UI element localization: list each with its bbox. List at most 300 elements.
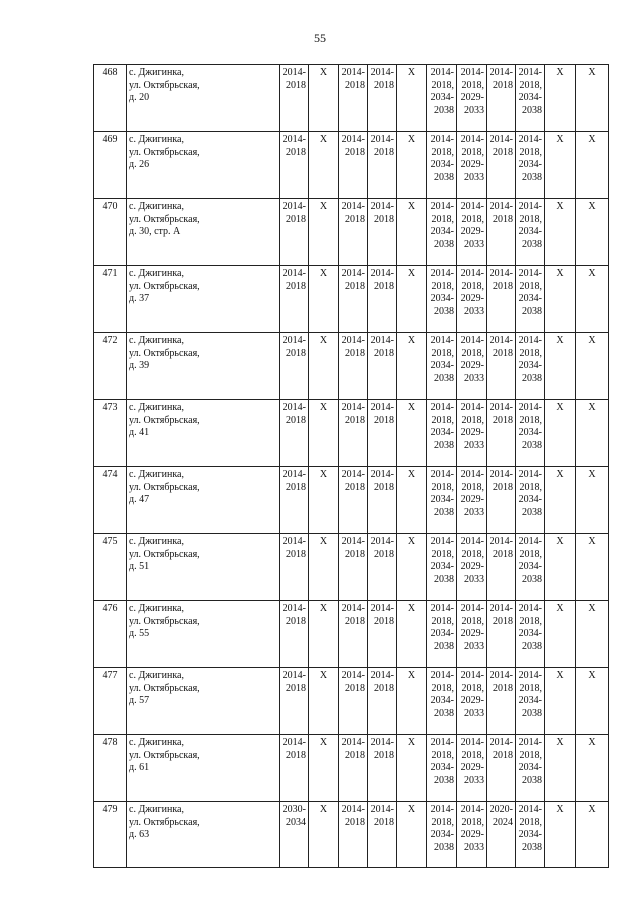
- not-applicable-cell-text: X: [407, 670, 416, 681]
- period-cell: [280, 802, 309, 868]
- not-applicable-cell: [576, 467, 609, 534]
- period-cell-text: 2014- 2018, 2034- 2038: [430, 335, 454, 384]
- address-cell: [127, 534, 280, 601]
- not-applicable-cell: [397, 333, 427, 400]
- address-cell: [127, 400, 280, 467]
- not-applicable-cell: [309, 802, 339, 868]
- not-applicable-cell-text: X: [556, 536, 564, 547]
- period-cell-text: 2014- 2018: [370, 67, 394, 91]
- not-applicable-cell-text: X: [556, 804, 564, 815]
- not-applicable-cell-text: X: [407, 134, 416, 145]
- period-cell-text: 2014- 2018, 2034- 2038: [430, 603, 454, 652]
- period-cell: [427, 400, 457, 467]
- page-number: 55: [314, 31, 326, 45]
- row-number-text: 469: [102, 134, 118, 145]
- not-applicable-cell: [576, 266, 609, 333]
- period-cell-text: 2014- 2018, 2029- 2033: [460, 469, 484, 518]
- not-applicable-cell-text: X: [556, 134, 564, 145]
- period-cell: [516, 65, 545, 132]
- not-applicable-cell-text: X: [556, 603, 564, 614]
- table-row: [94, 467, 609, 534]
- not-applicable-cell-text: X: [588, 670, 596, 681]
- period-cell: [457, 65, 487, 132]
- period-cell-text: 2014- 2018, 2029- 2033: [460, 402, 484, 451]
- not-applicable-cell-text: X: [407, 335, 416, 346]
- table-row: [94, 65, 609, 132]
- not-applicable-cell-text: X: [407, 67, 416, 78]
- row-number: [94, 802, 127, 868]
- period-cell-text: 2014- 2018: [370, 804, 394, 828]
- row-number-text: 468: [102, 67, 118, 78]
- not-applicable-cell-text: X: [588, 603, 596, 614]
- period-cell-text: 2014- 2018, 2034- 2038: [518, 201, 542, 250]
- period-cell: [457, 199, 487, 266]
- period-cell: [280, 601, 309, 668]
- not-applicable-cell-text: X: [319, 536, 328, 547]
- not-applicable-cell: [545, 802, 576, 868]
- period-cell: [487, 534, 516, 601]
- period-cell: [516, 668, 545, 735]
- not-applicable-cell: [545, 534, 576, 601]
- period-cell-text: 2014- 2018: [370, 268, 394, 292]
- period-cell: [368, 199, 397, 266]
- not-applicable-cell-text: X: [319, 737, 328, 748]
- period-cell: [339, 668, 368, 735]
- period-cell-text: 2014- 2018, 2034- 2038: [518, 268, 542, 317]
- not-applicable-cell: [397, 266, 427, 333]
- period-cell: [280, 266, 309, 333]
- not-applicable-cell-text: X: [319, 134, 328, 145]
- not-applicable-cell: [397, 400, 427, 467]
- address-cell-text: с. Джигинка, ул. Октябрьская, д. 55: [129, 603, 200, 639]
- not-applicable-cell-text: X: [319, 201, 328, 212]
- address-cell-text: с. Джигинка, ул. Октябрьская, д. 51: [129, 536, 200, 572]
- row-number-text: 479: [102, 804, 118, 815]
- period-cell: [339, 266, 368, 333]
- period-cell: [487, 668, 516, 735]
- period-cell: [368, 668, 397, 735]
- not-applicable-cell-text: X: [407, 268, 416, 279]
- not-applicable-cell: [545, 735, 576, 802]
- period-cell-text: 2014- 2018, 2034- 2038: [430, 536, 454, 585]
- not-applicable-cell-text: X: [407, 603, 416, 614]
- address-cell: [127, 735, 280, 802]
- period-cell: [339, 199, 368, 266]
- not-applicable-cell-text: X: [588, 268, 596, 279]
- period-cell-text: 2014- 2018, 2034- 2038: [518, 670, 542, 719]
- not-applicable-cell: [576, 802, 609, 868]
- row-number-text: 472: [102, 335, 118, 346]
- period-cell-text: 2030- 2034: [282, 804, 306, 828]
- not-applicable-cell: [545, 65, 576, 132]
- period-cell-text: 2014- 2018: [341, 603, 365, 627]
- period-cell-text: 2014- 2018: [341, 402, 365, 426]
- period-cell-text: 2014- 2018: [370, 469, 394, 493]
- period-cell: [368, 65, 397, 132]
- not-applicable-cell: [545, 601, 576, 668]
- row-number: [94, 534, 127, 601]
- period-cell-text: 2014- 2018, 2034- 2038: [430, 402, 454, 451]
- table-row: [94, 534, 609, 601]
- period-cell: [457, 534, 487, 601]
- address-cell: [127, 65, 280, 132]
- period-cell: [427, 802, 457, 868]
- period-cell: [487, 601, 516, 668]
- not-applicable-cell-text: X: [556, 670, 564, 681]
- not-applicable-cell: [397, 132, 427, 199]
- not-applicable-cell: [309, 467, 339, 534]
- table-row: [94, 400, 609, 467]
- period-cell-text: 2014- 2018, 2029- 2033: [460, 603, 484, 652]
- period-cell-text: 2014- 2018: [341, 737, 365, 761]
- not-applicable-cell: [397, 199, 427, 266]
- period-cell-text: 2014- 2018: [282, 201, 306, 225]
- period-cell-text: 2020- 2024: [489, 804, 513, 828]
- period-cell: [487, 266, 516, 333]
- period-cell-text: 2014- 2018, 2034- 2038: [518, 402, 542, 451]
- row-number: [94, 735, 127, 802]
- period-cell-text: 2014- 2018, 2034- 2038: [518, 536, 542, 585]
- period-cell: [487, 132, 516, 199]
- not-applicable-cell: [576, 668, 609, 735]
- period-cell-text: 2014- 2018, 2034- 2038: [430, 670, 454, 719]
- not-applicable-cell: [545, 266, 576, 333]
- address-cell-text: с. Джигинка, ул. Октябрьская, д. 41: [129, 402, 200, 438]
- period-cell: [280, 668, 309, 735]
- not-applicable-cell-text: X: [319, 603, 328, 614]
- period-cell: [280, 132, 309, 199]
- period-cell-text: 2014- 2018: [489, 134, 513, 158]
- not-applicable-cell: [309, 400, 339, 467]
- not-applicable-cell: [545, 333, 576, 400]
- not-applicable-cell-text: X: [588, 335, 596, 346]
- period-cell-text: 2014- 2018, 2029- 2033: [460, 335, 484, 384]
- period-cell: [457, 668, 487, 735]
- period-cell-text: 2014- 2018: [370, 737, 394, 761]
- not-applicable-cell: [545, 668, 576, 735]
- not-applicable-cell-text: X: [407, 469, 416, 480]
- period-cell-text: 2014- 2018: [341, 804, 365, 828]
- period-cell: [457, 467, 487, 534]
- period-cell: [427, 199, 457, 266]
- period-cell-text: 2014- 2018: [341, 335, 365, 359]
- period-cell-text: 2014- 2018: [282, 536, 306, 560]
- row-number: [94, 601, 127, 668]
- period-cell-text: 2014- 2018, 2034- 2038: [430, 67, 454, 116]
- period-cell: [368, 802, 397, 868]
- not-applicable-cell: [309, 668, 339, 735]
- not-applicable-cell: [309, 601, 339, 668]
- not-applicable-cell: [397, 735, 427, 802]
- not-applicable-cell: [309, 266, 339, 333]
- period-cell: [487, 333, 516, 400]
- period-cell: [457, 333, 487, 400]
- not-applicable-cell-text: X: [319, 335, 328, 346]
- period-cell-text: 2014- 2018, 2034- 2038: [430, 737, 454, 786]
- row-number: [94, 65, 127, 132]
- period-cell-text: 2014- 2018: [282, 603, 306, 627]
- works-schedule-table: [93, 64, 609, 868]
- row-number-text: 470: [102, 201, 118, 212]
- period-cell-text: 2014- 2018, 2034- 2038: [518, 134, 542, 183]
- period-cell: [457, 601, 487, 668]
- period-cell: [280, 400, 309, 467]
- period-cell-text: 2014- 2018: [370, 335, 394, 359]
- not-applicable-cell-text: X: [556, 201, 564, 212]
- period-cell: [339, 802, 368, 868]
- period-cell: [516, 199, 545, 266]
- period-cell-text: 2014- 2018, 2034- 2038: [430, 469, 454, 518]
- period-cell-text: 2014- 2018: [489, 201, 513, 225]
- period-cell: [368, 534, 397, 601]
- period-cell-text: 2014- 2018: [282, 402, 306, 426]
- not-applicable-cell-text: X: [588, 469, 596, 480]
- period-cell-text: 2014- 2018, 2029- 2033: [460, 670, 484, 719]
- address-cell-text: с. Джигинка, ул. Октябрьская, д. 30, стр. А: [129, 201, 200, 237]
- period-cell-text: 2014- 2018: [489, 67, 513, 91]
- period-cell-text: 2014- 2018, 2029- 2033: [460, 536, 484, 585]
- not-applicable-cell: [576, 333, 609, 400]
- period-cell-text: 2014- 2018, 2034- 2038: [518, 67, 542, 116]
- not-applicable-cell-text: X: [319, 402, 328, 413]
- period-cell-text: 2014- 2018, 2034- 2038: [430, 268, 454, 317]
- period-cell-text: 2014- 2018, 2034- 2038: [430, 804, 454, 853]
- not-applicable-cell: [397, 534, 427, 601]
- period-cell-text: 2014- 2018, 2029- 2033: [460, 804, 484, 853]
- address-cell-text: с. Джигинка, ул. Октябрьская, д. 47: [129, 469, 200, 505]
- period-cell: [516, 802, 545, 868]
- not-applicable-cell-text: X: [407, 402, 416, 413]
- period-cell: [280, 333, 309, 400]
- not-applicable-cell: [576, 65, 609, 132]
- period-cell: [368, 333, 397, 400]
- period-cell: [457, 266, 487, 333]
- period-cell: [487, 735, 516, 802]
- not-applicable-cell-text: X: [588, 134, 596, 145]
- not-applicable-cell: [309, 65, 339, 132]
- not-applicable-cell-text: X: [588, 804, 596, 815]
- not-applicable-cell-text: X: [556, 335, 564, 346]
- period-cell: [339, 601, 368, 668]
- period-cell-text: 2014- 2018, 2034- 2038: [518, 737, 542, 786]
- not-applicable-cell: [309, 534, 339, 601]
- not-applicable-cell-text: X: [588, 201, 596, 212]
- period-cell: [280, 199, 309, 266]
- period-cell: [427, 534, 457, 601]
- period-cell: [280, 534, 309, 601]
- not-applicable-cell-text: X: [319, 670, 328, 681]
- address-cell-text: с. Джигинка, ул. Октябрьская, д. 57: [129, 670, 200, 706]
- period-cell-text: 2014- 2018, 2034- 2038: [518, 603, 542, 652]
- address-cell-text: с. Джигинка, ул. Октябрьская, д. 63: [129, 804, 200, 840]
- period-cell: [339, 467, 368, 534]
- address-cell-text: с. Джигинка, ул. Октябрьская, д. 39: [129, 335, 200, 371]
- period-cell: [339, 735, 368, 802]
- not-applicable-cell-text: X: [319, 67, 328, 78]
- not-applicable-cell-text: X: [319, 268, 328, 279]
- not-applicable-cell: [309, 333, 339, 400]
- not-applicable-cell: [576, 601, 609, 668]
- not-applicable-cell: [309, 735, 339, 802]
- row-number-text: 475: [102, 536, 118, 547]
- row-number: [94, 132, 127, 199]
- row-number: [94, 400, 127, 467]
- not-applicable-cell: [576, 199, 609, 266]
- address-cell-text: с. Джигинка, ул. Октябрьская, д. 61: [129, 737, 200, 773]
- address-cell: [127, 802, 280, 868]
- period-cell-text: 2014- 2018: [282, 670, 306, 694]
- not-applicable-cell-text: X: [588, 67, 596, 78]
- period-cell: [487, 467, 516, 534]
- period-cell-text: 2014- 2018: [489, 670, 513, 694]
- period-cell: [516, 534, 545, 601]
- period-cell-text: 2014- 2018: [282, 134, 306, 158]
- period-cell: [280, 467, 309, 534]
- period-cell-text: 2014- 2018: [341, 469, 365, 493]
- period-cell-text: 2014- 2018, 2034- 2038: [430, 201, 454, 250]
- not-applicable-cell-text: X: [588, 536, 596, 547]
- not-applicable-cell: [545, 467, 576, 534]
- not-applicable-cell-text: X: [407, 737, 416, 748]
- not-applicable-cell-text: X: [556, 402, 564, 413]
- not-applicable-cell-text: X: [588, 402, 596, 413]
- period-cell-text: 2014- 2018: [489, 335, 513, 359]
- period-cell: [516, 601, 545, 668]
- not-applicable-cell-text: X: [319, 469, 328, 480]
- address-cell: [127, 333, 280, 400]
- period-cell: [487, 199, 516, 266]
- period-cell-text: 2014- 2018: [282, 737, 306, 761]
- period-cell-text: 2014- 2018, 2029- 2033: [460, 134, 484, 183]
- address-cell: [127, 668, 280, 735]
- not-applicable-cell-text: X: [407, 536, 416, 547]
- period-cell-text: 2014- 2018, 2034- 2038: [518, 469, 542, 518]
- period-cell: [516, 132, 545, 199]
- not-applicable-cell: [545, 400, 576, 467]
- table-row: [94, 601, 609, 668]
- period-cell-text: 2014- 2018: [370, 670, 394, 694]
- period-cell: [339, 534, 368, 601]
- address-cell: [127, 132, 280, 199]
- period-cell-text: 2014- 2018, 2034- 2038: [430, 134, 454, 183]
- table-row: [94, 333, 609, 400]
- not-applicable-cell: [576, 132, 609, 199]
- period-cell: [280, 65, 309, 132]
- period-cell-text: 2014- 2018: [370, 201, 394, 225]
- period-cell: [516, 735, 545, 802]
- period-cell: [516, 467, 545, 534]
- period-cell: [368, 400, 397, 467]
- period-cell: [427, 333, 457, 400]
- not-applicable-cell: [397, 802, 427, 868]
- not-applicable-cell-text: X: [588, 737, 596, 748]
- period-cell: [516, 333, 545, 400]
- period-cell-text: 2014- 2018: [282, 335, 306, 359]
- row-number-text: 477: [102, 670, 118, 681]
- period-cell: [368, 467, 397, 534]
- table-row: [94, 132, 609, 199]
- period-cell-text: 2014- 2018, 2029- 2033: [460, 67, 484, 116]
- address-cell-text: с. Джигинка, ул. Октябрьская, д. 26: [129, 134, 200, 170]
- period-cell: [487, 802, 516, 868]
- period-cell-text: 2014- 2018: [341, 536, 365, 560]
- row-number-text: 478: [102, 737, 118, 748]
- period-cell-text: 2014- 2018, 2029- 2033: [460, 737, 484, 786]
- period-cell-text: 2014- 2018: [489, 268, 513, 292]
- period-cell: [457, 802, 487, 868]
- period-cell-text: 2014- 2018: [370, 536, 394, 560]
- not-applicable-cell-text: X: [319, 804, 328, 815]
- period-cell-text: 2014- 2018, 2034- 2038: [518, 335, 542, 384]
- period-cell: [427, 601, 457, 668]
- address-cell: [127, 601, 280, 668]
- period-cell-text: 2014- 2018: [489, 469, 513, 493]
- period-cell-text: 2014- 2018: [489, 603, 513, 627]
- period-cell: [427, 132, 457, 199]
- period-cell-text: 2014- 2018: [489, 737, 513, 761]
- period-cell: [487, 65, 516, 132]
- period-cell: [427, 266, 457, 333]
- period-cell-text: 2014- 2018: [282, 67, 306, 91]
- not-applicable-cell: [545, 199, 576, 266]
- table-row: [94, 802, 609, 868]
- row-number: [94, 467, 127, 534]
- period-cell: [368, 735, 397, 802]
- row-number: [94, 266, 127, 333]
- not-applicable-cell-text: X: [556, 737, 564, 748]
- period-cell: [368, 601, 397, 668]
- period-cell-text: 2014- 2018: [341, 67, 365, 91]
- table-row: [94, 199, 609, 266]
- row-number-text: 474: [102, 469, 118, 480]
- not-applicable-cell-text: X: [407, 201, 416, 212]
- period-cell: [368, 266, 397, 333]
- period-cell-text: 2014- 2018: [341, 670, 365, 694]
- not-applicable-cell: [309, 199, 339, 266]
- period-cell-text: 2014- 2018: [341, 268, 365, 292]
- period-cell-text: 2014- 2018: [370, 603, 394, 627]
- not-applicable-cell: [397, 601, 427, 668]
- table-row: [94, 668, 609, 735]
- period-cell: [457, 400, 487, 467]
- period-cell: [487, 400, 516, 467]
- row-number: [94, 668, 127, 735]
- not-applicable-cell-text: X: [407, 804, 416, 815]
- period-cell-text: 2014- 2018: [370, 134, 394, 158]
- period-cell-text: 2014- 2018, 2034- 2038: [518, 804, 542, 853]
- not-applicable-cell-text: X: [556, 268, 564, 279]
- not-applicable-cell: [397, 668, 427, 735]
- period-cell-text: 2014- 2018: [282, 268, 306, 292]
- row-number: [94, 333, 127, 400]
- period-cell-text: 2014- 2018, 2029- 2033: [460, 201, 484, 250]
- address-cell: [127, 467, 280, 534]
- period-cell: [516, 400, 545, 467]
- period-cell: [339, 132, 368, 199]
- address-cell: [127, 266, 280, 333]
- address-cell-text: с. Джигинка, ул. Октябрьская, д. 37: [129, 268, 200, 304]
- period-cell-text: 2014- 2018: [341, 134, 365, 158]
- not-applicable-cell-text: X: [556, 67, 564, 78]
- period-cell: [339, 400, 368, 467]
- not-applicable-cell: [576, 534, 609, 601]
- period-cell: [427, 65, 457, 132]
- not-applicable-cell: [397, 467, 427, 534]
- period-cell-text: 2014- 2018, 2029- 2033: [460, 268, 484, 317]
- period-cell: [280, 735, 309, 802]
- not-applicable-cell-text: X: [556, 469, 564, 480]
- not-applicable-cell: [309, 132, 339, 199]
